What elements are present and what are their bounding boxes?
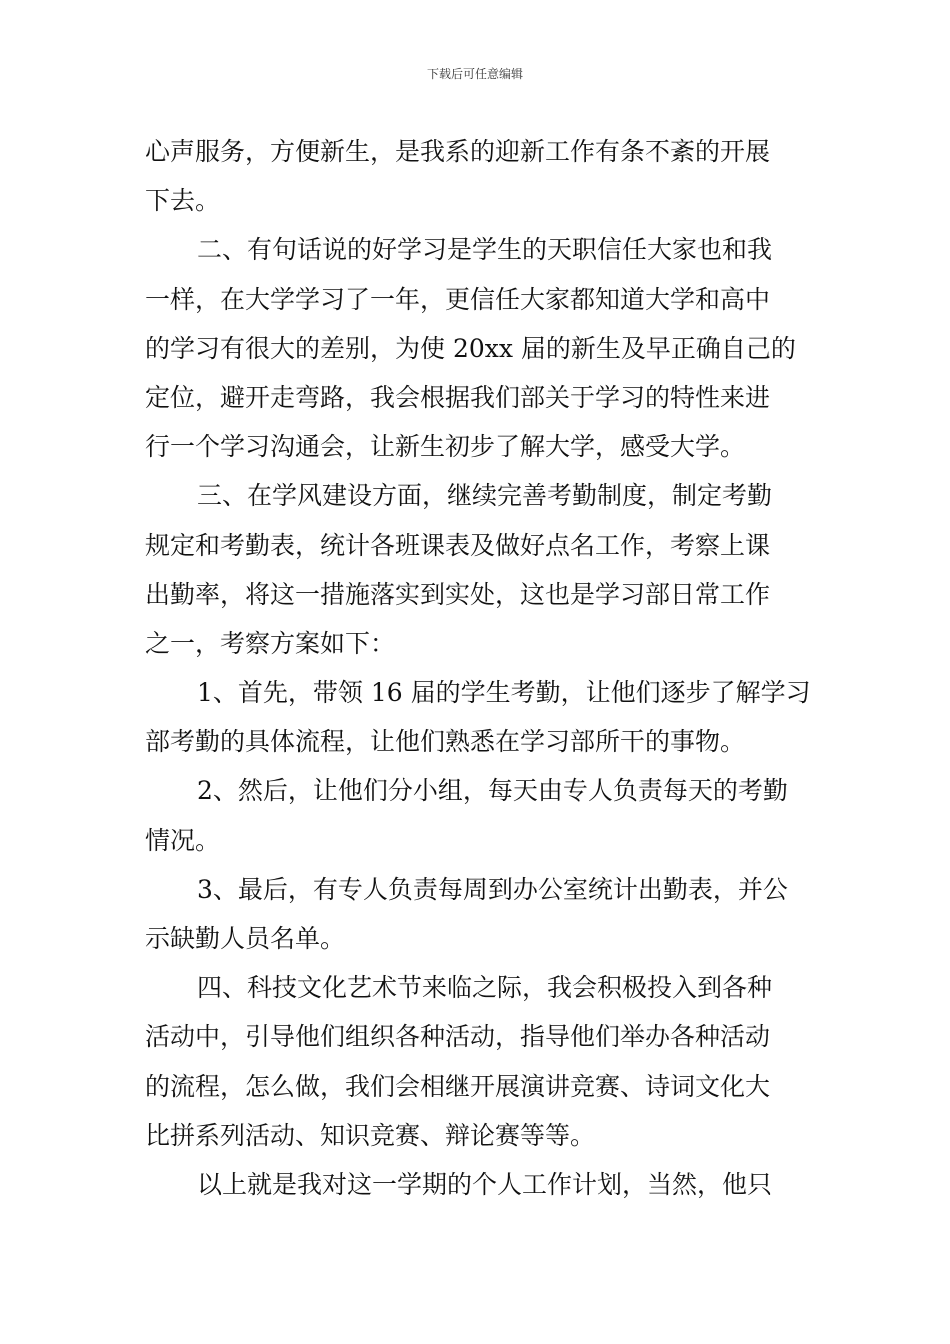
text-line: 定位，避开走弯路，我会根据我们部关于学习的特性来进 — [145, 382, 771, 412]
text-line: 一样，在大学学习了一年，更信任大家都知道大学和高中 — [145, 284, 771, 314]
page-header: 下载后可任意编辑 — [426, 67, 523, 81]
text-line: 规定和考勤表，统计各班课表及做好点名工作，考察上课 — [145, 530, 771, 560]
text-line: 之一，考察方案如下： — [145, 628, 396, 658]
text-line: 下去。 — [145, 186, 221, 216]
paragraph-start-line: 1、首先，带领 16 届的学生考勤，让他们逐步了解学习 — [197, 678, 811, 708]
text-line: 心声服务，方便新生，是我系的迎新工作有条不紊的开展 — [145, 137, 771, 166]
text-line: 活动中，引导他们组织各种活动，指导他们举办各种活动 — [145, 1022, 771, 1052]
paragraph-start-line: 以上就是我对这一学期的个人工作计划，当然，他只 — [197, 1169, 773, 1199]
text-line: 情况。 — [145, 825, 221, 855]
text-line: 部考勤的具体流程，让他们熟悉在学习部所干的事物。 — [145, 727, 746, 757]
text-line: 示缺勤人员名单。 — [145, 924, 346, 953]
paragraph-start-line: 三、在学风建设方面，继续完善考勤制度，制定考勤 — [197, 481, 773, 511]
text-line: 出勤率，将这一措施落实到实处，这也是学习部日常工作 — [145, 579, 771, 609]
paragraph-start-line: 3、最后，有专人负责每周到办公室统计出勤表，并公 — [197, 874, 788, 904]
paragraph-start-line: 四、科技文化艺术节来临之际，我会积极投入到各种 — [197, 973, 773, 1003]
text-line: 的学习有很大的差别，为使 20xx 届的新生及早正确自己的 — [145, 333, 796, 363]
document-body — [145, 127, 810, 1209]
text-line: 行一个学习沟通会，让新生初步了解大学，感受大学。 — [145, 432, 746, 462]
text-line: 比拼系列活动、知识竞赛、辩论赛等等。 — [145, 1120, 596, 1150]
paragraph-start-line: 2、然后，让他们分小组，每天由专人负责每天的考勤 — [197, 776, 788, 806]
paragraph-start-line: 二、有句话说的好学习是学生的天职信任大家也和我 — [197, 235, 773, 265]
text-line: 的流程，怎么做，我们会相继开展演讲竞赛、诗词文化大 — [145, 1071, 771, 1101]
